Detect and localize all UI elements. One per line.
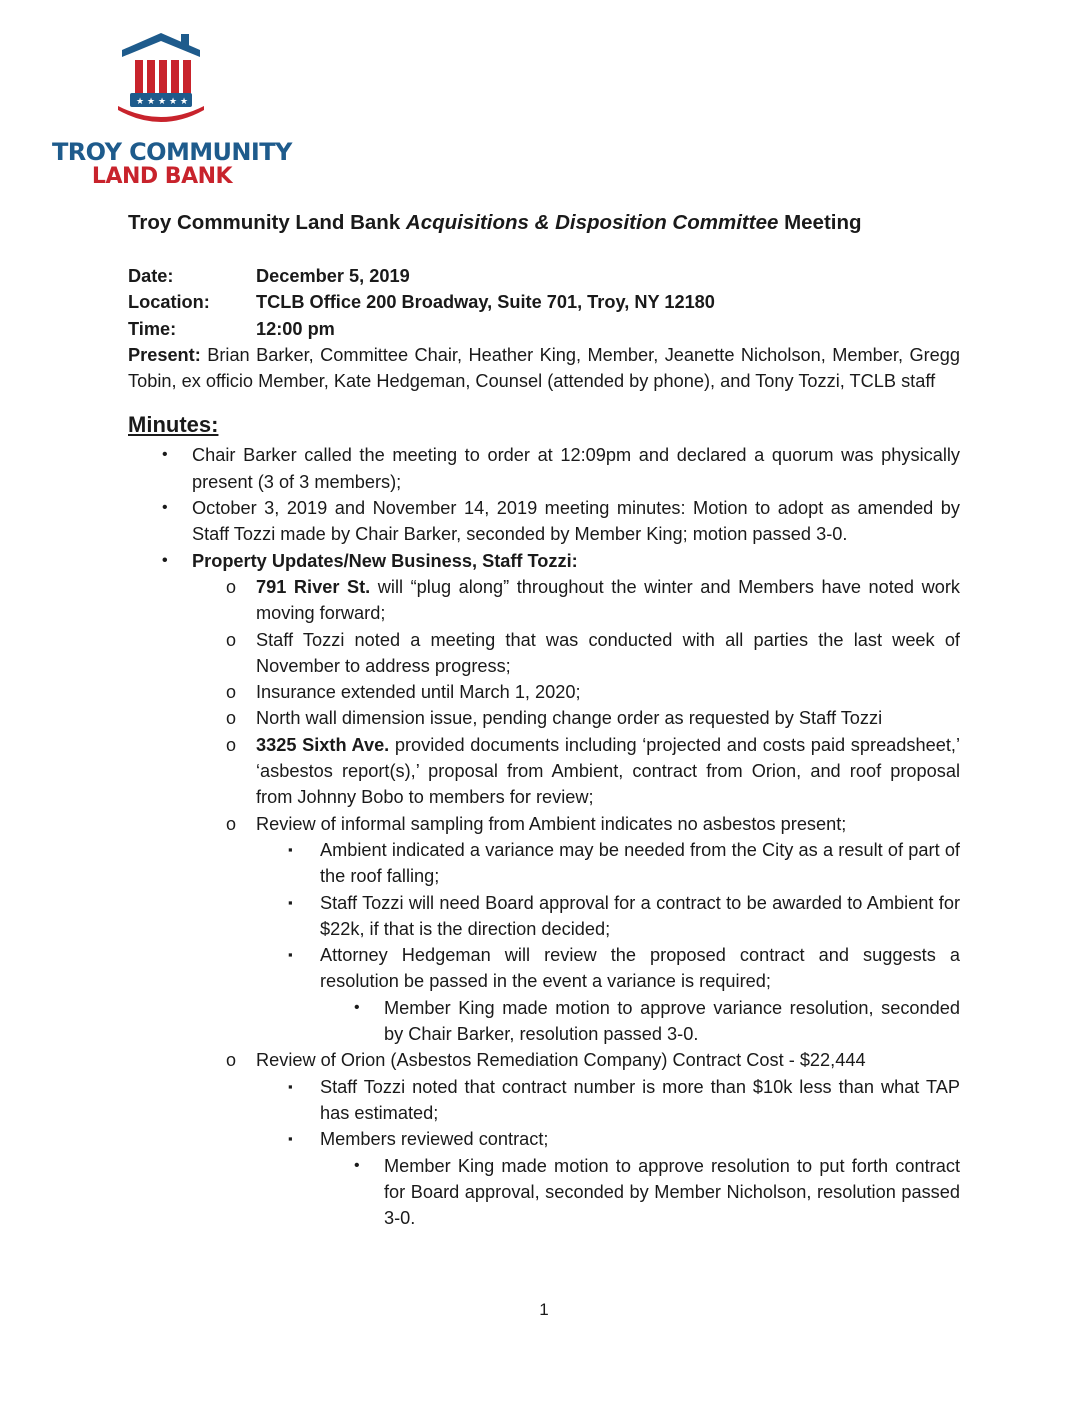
list-item xyxy=(128,1153,960,1232)
date-value: December 5, 2019 xyxy=(256,266,410,286)
list-item xyxy=(128,548,960,574)
svg-text:★: ★ xyxy=(158,97,167,107)
bullet-icon: • xyxy=(354,998,360,1016)
title-suffix: Meeting xyxy=(778,211,862,234)
square-bullet-icon: ▪ xyxy=(288,1078,293,1094)
item-text: Review of informal sampling from Ambient indicates no asbestos present; xyxy=(256,813,847,834)
bullet-icon: • xyxy=(162,499,168,517)
item-text: Staff Tozzi will need Board approval for a contract to be awarded to Ambient for $22k, if that is the direction decided; xyxy=(320,892,960,939)
property-address: 791 River St. xyxy=(256,576,371,597)
list-item xyxy=(128,732,960,811)
logo-chimney xyxy=(181,34,189,46)
present-value: Brian Barker, Committee Chair, Heather King, Member, Jeanette Nicholson, Member, Gregg Tobin, ex officio Member, Kate Hedgeman, Counsel (attended by phone), and Tony Tozzi, TCLB staff xyxy=(128,344,960,392)
circle-bullet-icon: o xyxy=(226,708,237,729)
item-text: October 3, 2019 and November 14, 2019 meeting minutes: Motion to adopt as amended by Staff Tozzi made by Chair Barker, seconded by Member King; motion passed 3-0. xyxy=(192,498,960,545)
page-number: 1 xyxy=(539,1300,549,1319)
minutes-heading: Minutes: xyxy=(128,412,219,438)
list-item xyxy=(128,627,960,680)
logo-text-line2: LAND BANK xyxy=(91,164,233,189)
list-item xyxy=(128,1047,960,1073)
meeting-minutes-document xyxy=(128,208,960,1231)
circle-bullet-icon: o xyxy=(226,813,237,834)
date-label: Date: xyxy=(128,266,174,286)
location-label: Location: xyxy=(128,292,210,313)
circle-bullet-icon: o xyxy=(226,1050,237,1071)
bullet-icon: • xyxy=(162,446,168,464)
list-item xyxy=(128,942,960,995)
circle-bullet-icon: o xyxy=(226,682,237,703)
item-text: provided documents including ‘projected and costs paid spreadsheet,’ ‘asbestos report(s),’ proposal from Ambient, contract from Orion, and roof proposal from Johnny Bobo to members for review; xyxy=(256,734,960,808)
circle-bullet-icon: o xyxy=(226,576,237,597)
bullet-icon: • xyxy=(354,1156,360,1174)
list-item xyxy=(128,1074,960,1127)
meta-location-row xyxy=(128,289,960,315)
item-text: Member King made motion to approve variance resolution, seconded by Chair Barker, resolution passed 3-0. xyxy=(384,997,960,1045)
list-item xyxy=(128,995,960,1048)
circle-bullet-icon: o xyxy=(226,629,237,650)
present-attendees xyxy=(128,342,960,395)
list-item xyxy=(128,837,960,890)
square-bullet-icon: ▪ xyxy=(288,894,293,910)
square-bullet-icon: ▪ xyxy=(288,947,293,963)
square-bullet-icon: ▪ xyxy=(288,841,293,857)
item-text: Staff Tozzi noted a meeting that was conducted with all parties the last week of November to address progress; xyxy=(256,629,960,676)
list-item xyxy=(128,705,960,731)
logo-text-line1: TROY COMMUNITY xyxy=(52,138,292,166)
document-title xyxy=(128,208,960,238)
minutes-list xyxy=(128,442,960,1231)
list-item xyxy=(128,890,960,943)
item-text: Ambient indicated a variance may be needed from the City as a result of part of the roof falling; xyxy=(320,839,960,887)
svg-text:★: ★ xyxy=(169,97,178,107)
circle-bullet-icon: o xyxy=(226,734,237,755)
list-item xyxy=(128,442,960,495)
logo-brim xyxy=(118,106,204,122)
title-prefix: Troy Community Land Bank xyxy=(128,211,406,234)
square-bullet-icon: ▪ xyxy=(288,1131,293,1147)
time-value: 12:00 pm xyxy=(256,318,335,339)
list-item xyxy=(128,495,960,548)
item-text: Insurance extended until March 1, 2020; xyxy=(256,682,581,703)
item-text: Staff Tozzi noted that contract number is more than $10k less than what TAP has estimated; xyxy=(320,1076,960,1123)
time-label: Time: xyxy=(128,318,177,339)
svg-text:★: ★ xyxy=(180,97,189,107)
item-text: Property Updates/New Business, Staff Tozzi: xyxy=(192,550,578,571)
list-item xyxy=(128,1126,960,1152)
item-text: Chair Barker called the meeting to order at 12:09pm and declared a quorum was physically present (3 of 3 members); xyxy=(192,445,960,492)
item-text: Attorney Hedgeman will review the proposed contract and suggests a resolution be passed in the event a variance is required; xyxy=(320,945,960,992)
item-text: will “plug along” throughout the winter and Members have noted work moving forward; xyxy=(256,576,960,624)
location-value: TCLB Office 200 Broadway, Suite 701, Troy, NY 12180 xyxy=(256,292,715,313)
item-text: North wall dimension issue, pending change order as requested by Staff Tozzi xyxy=(256,708,883,729)
item-text: Member King made motion to approve resolution to put forth contract for Board approval, seconded by Member Nicholson, resolution passed 3-0. xyxy=(384,1155,960,1229)
list-item xyxy=(128,811,960,837)
svg-text:★: ★ xyxy=(136,97,145,107)
meta-date-row xyxy=(128,263,960,289)
item-text: Members reviewed contract; xyxy=(320,1129,549,1150)
meta-time-row xyxy=(128,316,960,342)
list-item xyxy=(128,679,960,705)
title-committee-name: Acquisitions & Disposition Committee xyxy=(405,211,779,234)
present-label: Present: xyxy=(128,344,201,365)
svg-text:★: ★ xyxy=(147,97,156,107)
property-address: 3325 Sixth Ave. xyxy=(256,734,390,755)
list-item xyxy=(128,574,960,627)
bullet-icon: • xyxy=(162,551,168,569)
item-text: Review of Orion (Asbestos Remediation Company) Contract Cost - $22,444 xyxy=(256,1050,866,1071)
